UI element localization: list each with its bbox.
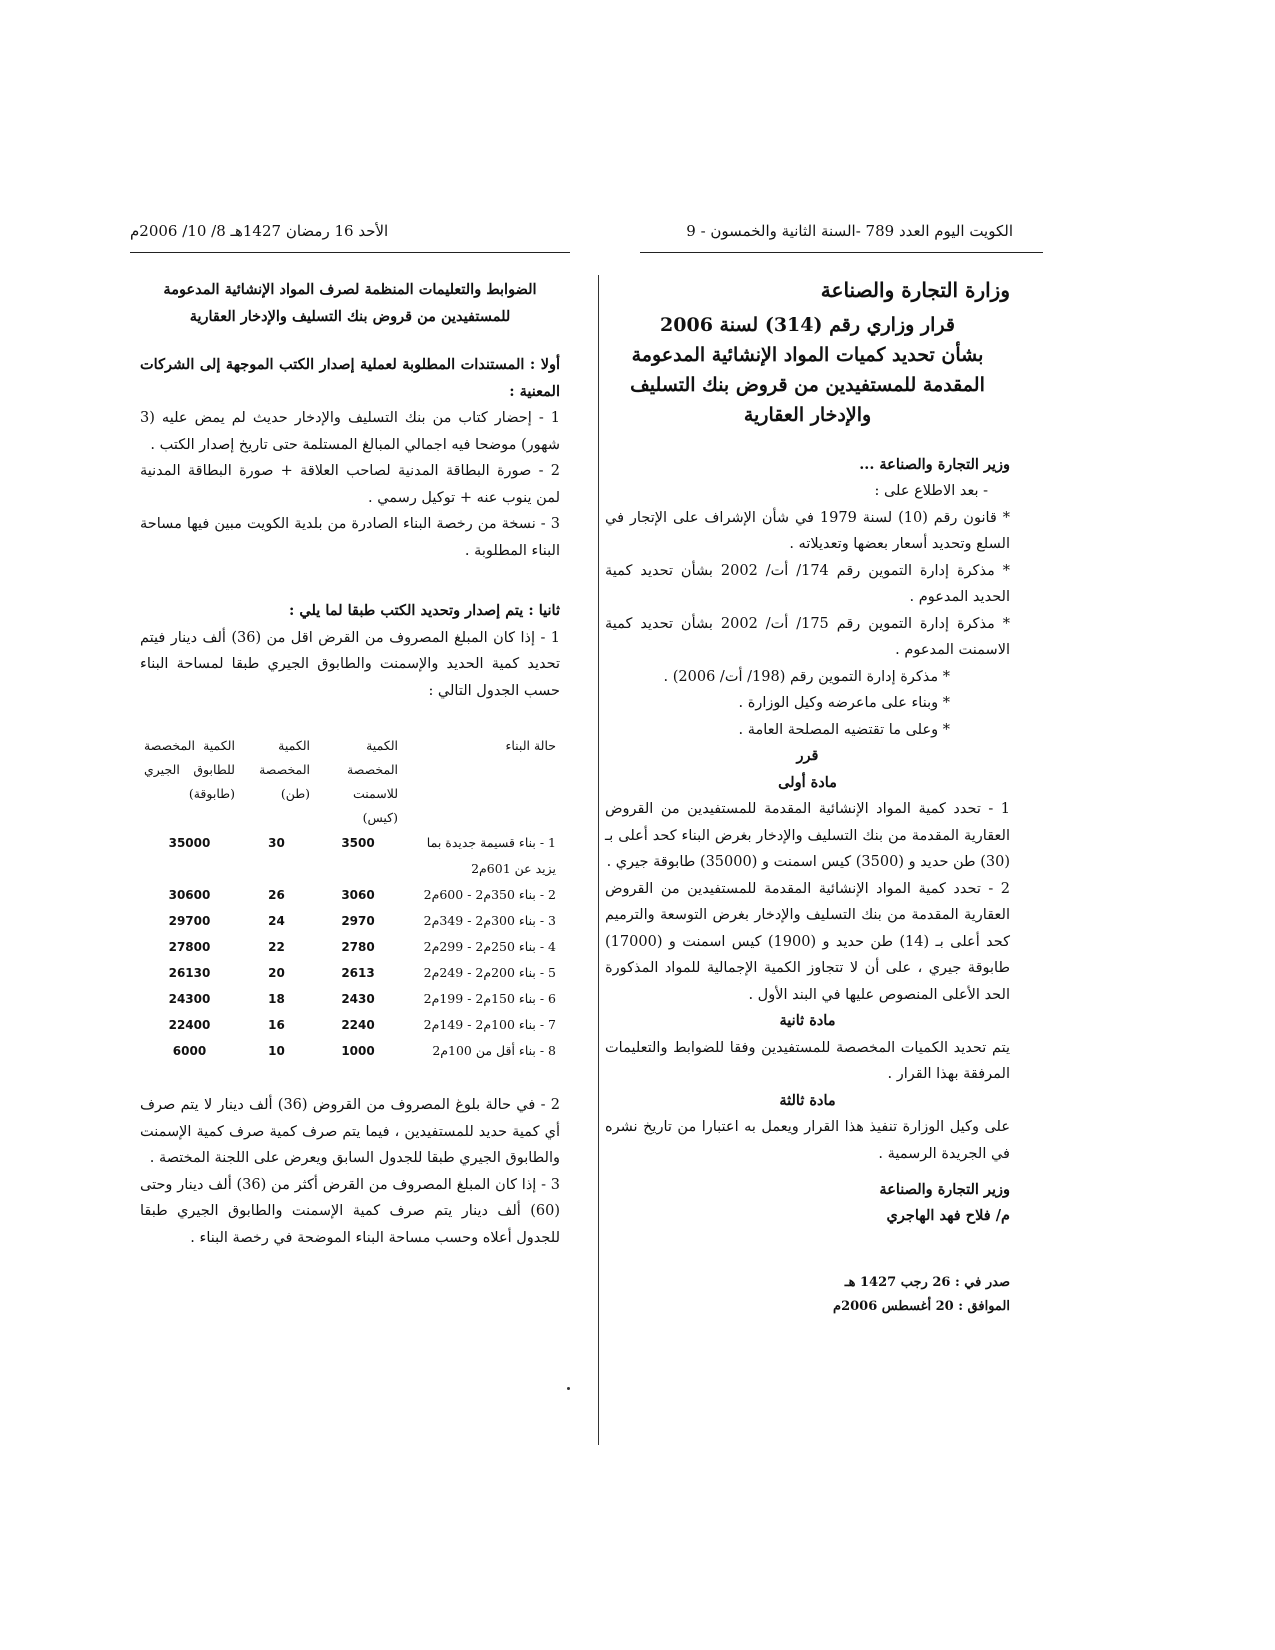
guidelines-column xyxy=(140,277,560,1251)
cell-cement: 2780 xyxy=(341,940,375,954)
minister-heading: وزير التجارة والصناعة ... xyxy=(859,455,1010,473)
cell-brick: 24300 xyxy=(168,992,211,1006)
header-rule-right xyxy=(640,252,1043,253)
ministry-name: وزارة التجارة والصناعة xyxy=(820,278,1010,302)
header-brick: الكمية المخصصة للطابوق الجيري (طابوقة) xyxy=(144,738,235,801)
cell-cement: 2970 xyxy=(341,914,375,928)
cell-cement: 2613 xyxy=(341,966,375,980)
signature-name: م/ فلاح فهد الهاجري xyxy=(886,1207,1010,1224)
article-1-title: مادة أولى xyxy=(778,773,837,791)
cell-case: 6 - بناء 150م2 - 199م2 xyxy=(423,991,556,1006)
header-case: حالة البناء xyxy=(505,738,556,753)
header-rule-left xyxy=(130,252,570,253)
reference-item: * مذكرة إدارة التموين رقم (198/ أت/ 2006) . xyxy=(663,668,950,685)
cell-cement: 3500 xyxy=(341,836,375,850)
page-header-right: الكويت اليوم العدد 789 -السنة الثانية والخمسون - 9 xyxy=(686,222,1013,240)
article-1-paragraph-2: 2 - تحدد كمية المواد الإنشائية المقدمة للمستفيدين من القروض العقارية المقدمة من بنك التسليف والإدخار بغرض التوسعة والترميم كحد أعلى بـ (14) طن حديد و (1900) كيس اسمنت و (17000) طابوقة جيري ، على أن لا تتجاوز الكمية الإجمالية للمواد المذكورة الحد الأعلى المنصوص عليها في البند الأول . xyxy=(605,880,1010,1003)
article-3-text: على وكيل الوزارة تنفيذ هذا القرار ويعمل به اعتبارا من تاريخ نشره في الجريدة الرسمية . xyxy=(605,1119,1010,1162)
reference-item: * وعلى ما تقتضيه المصلحة العامة . xyxy=(738,721,950,738)
table-header-row xyxy=(140,734,560,830)
decree-title-line: والإدخار العقارية xyxy=(743,403,872,426)
cell-brick: 22400 xyxy=(168,1018,211,1032)
decree-column xyxy=(605,277,1010,1319)
signature-block xyxy=(605,1177,1010,1229)
cell-iron: 18 xyxy=(268,992,285,1006)
cell-iron: 10 xyxy=(268,1044,285,1058)
issued-date: صدر في : 26 رجب 1427 هـ xyxy=(844,1275,1010,1290)
cell-case: 7 - بناء 100م2 - 149م2 xyxy=(423,1017,556,1032)
reference-item: * وبناء على ماعرضه وكيل الوزارة . xyxy=(738,695,950,711)
article-3-title: مادة ثالثة xyxy=(779,1091,836,1109)
article-1-paragraph-1: 1 - تحدد كمية المواد الإنشائية المقدمة للمستفيدين من القروض العقارية المقدمة من بنك التسليف والإدخار بغرض البناء كحد أعلى بـ (30) طن حديد و (3500) كيس اسمنت و (35000) طابوقة جيري . xyxy=(605,801,1010,870)
table-row xyxy=(140,1038,560,1064)
cell-brick: 6000 xyxy=(172,1044,207,1058)
decree-title-line: المقدمة للمستفيدين من قروض بنك التسليف xyxy=(630,373,985,396)
cell-brick: 29700 xyxy=(168,914,211,928)
corresponding-date: الموافق : 20 أغسطس 2006م xyxy=(833,1299,1010,1314)
header-cement: الكمية المخصصة للاسمنت (كيس) xyxy=(347,738,398,825)
guidelines-title-line: الضوابط والتعليمات المنظمة لصرف المواد الإنشائية المدعومة xyxy=(163,281,537,298)
second-section-heading: ثانيا : يتم إصدار وتحديد الكتب طبقا لما يلي : xyxy=(289,602,560,619)
second-section-item-1: 1 - إذا كان المبلغ المصروف من القرض اقل من (36) ألف دينار فيتم تحديد كمية الحديد والإسمنت والطابوق الجيري طبقا لمساحة البناء حسب الجدول التالي : xyxy=(140,629,561,699)
article-2-title: مادة ثانية xyxy=(779,1012,836,1029)
cell-cement: 2430 xyxy=(341,992,375,1006)
reference-item: * مذكرة إدارة التموين رقم 175/ أت/ 2002 بشأن تحديد كمية الاسمنت المدعوم . xyxy=(605,615,1010,658)
cell-iron: 26 xyxy=(268,888,285,902)
table-row xyxy=(140,960,560,986)
second-section-item-2: 2 - في حالة بلوغ المصروف من القروض (36) ألف دينار لا يتم صرف أي كمية حديد للمستفيدين ، فيما يتم صرف كمية صرف كمية الإسمنت والطابوق الجيري طبقا للجدول السابق ويعرض على اللجنة المختصة . xyxy=(140,1097,561,1166)
cell-cement: 1000 xyxy=(341,1044,375,1058)
table-row xyxy=(140,882,560,908)
cell-case: 8 - بناء أقل من 100م2 xyxy=(432,1043,556,1058)
table-row xyxy=(140,986,560,1012)
cell-brick: 35000 xyxy=(168,836,211,850)
cell-brick: 30600 xyxy=(168,888,211,902)
cell-cement: 3060 xyxy=(341,888,375,902)
issue-dates xyxy=(605,1271,1010,1319)
decided-heading: قرر xyxy=(796,747,819,764)
page-mark xyxy=(567,1387,570,1390)
after-review: - بعد الاطلاع على : xyxy=(874,483,988,499)
cell-case: 3 - بناء 300م2 - 349م2 xyxy=(423,913,556,928)
first-section-item: 3 - نسخة من رخصة البناء الصادرة من بلدية الكويت مبين فيها مساحة البناء المطلوبة . xyxy=(140,516,560,559)
cell-case: 4 - بناء 250م2 - 299م2 xyxy=(423,939,556,954)
reference-item: * مذكرة إدارة التموين رقم 174/ أت/ 2002 بشأن تحديد كمية الحديد المدعوم . xyxy=(605,562,1010,605)
page-header-left: الأحد 16 رمضان 1427هـ 8/ 10/ 2006م xyxy=(130,222,389,240)
signature-title: وزير التجارة والصناعة xyxy=(879,1181,1010,1198)
allocation-table xyxy=(140,734,560,1064)
cell-iron: 24 xyxy=(268,914,285,928)
cell-case: 5 - بناء 200م2 - 249م2 xyxy=(423,965,556,980)
reference-item: * قانون رقم (10) لسنة 1979 في شأن الإشراف على الإتجار في السلع وتحديد أسعار بعضها وتعديلاته . xyxy=(605,509,1010,552)
cell-iron: 20 xyxy=(268,966,285,980)
decree-title-line: بشأن تحديد كميات المواد الإنشائية المدعومة xyxy=(631,343,984,366)
cell-cement: 2240 xyxy=(341,1018,375,1032)
cell-brick: 26130 xyxy=(168,966,211,980)
table-row xyxy=(140,934,560,960)
first-section-item: 2 - صورة البطاقة المدنية لصاحب العلاقة + صورة البطاقة المدنية لمن ينوب عنه + توكيل رسمي . xyxy=(140,463,560,506)
table-row xyxy=(140,830,560,882)
second-section-item-3: 3 - إذا كان المبلغ المصروف من القرض أكثر من (36) ألف دينار وحتى (60) ألف دينار يتم صرف كمية الإسمنت والطابوق الجيري طبقا للجدول أعلاه وحسب مساحة البناء الموضحة في رخصة البناء . xyxy=(140,1176,560,1246)
cell-brick: 27800 xyxy=(168,940,211,954)
cell-case: 2 - بناء 350م2 - 600م2 xyxy=(423,887,556,902)
first-section-item: 1 - إحضار كتاب من بنك التسليف والإدخار حديث لم يمض عليه (3 شهور) موضحا فيه اجمالي المبالغ المستلمة حتى تاريخ إصدار الكتب . xyxy=(140,410,560,453)
header-iron: الكمية المخصصة (طن) xyxy=(259,738,311,801)
table-row xyxy=(140,1012,560,1038)
first-section-heading: أولا : المستندات المطلوبة لعملية إصدار الكتب الموجهة إلى الشركات المعنية : xyxy=(140,356,560,400)
decree-title-line: قرار وزاري رقم (314) لسنة 2006 xyxy=(660,313,955,336)
cell-case: 1 - بناء قسيمة جديدة بما يزيد عن 601م2 xyxy=(426,835,556,876)
cell-iron: 22 xyxy=(268,940,285,954)
cell-iron: 16 xyxy=(268,1018,285,1032)
guidelines-title-line: للمستفيدين من قروض بنك التسليف والإدخار العقارية xyxy=(189,307,511,325)
decree-title xyxy=(605,310,1010,430)
table-row xyxy=(140,908,560,934)
column-divider xyxy=(598,275,599,1445)
cell-iron: 30 xyxy=(268,836,285,850)
guidelines-title xyxy=(140,277,560,330)
article-2-text: يتم تحديد الكميات المخصصة للمستفيدين وفقا للضوابط والتعليمات المرفقة بهذا القرار . xyxy=(605,1039,1010,1082)
